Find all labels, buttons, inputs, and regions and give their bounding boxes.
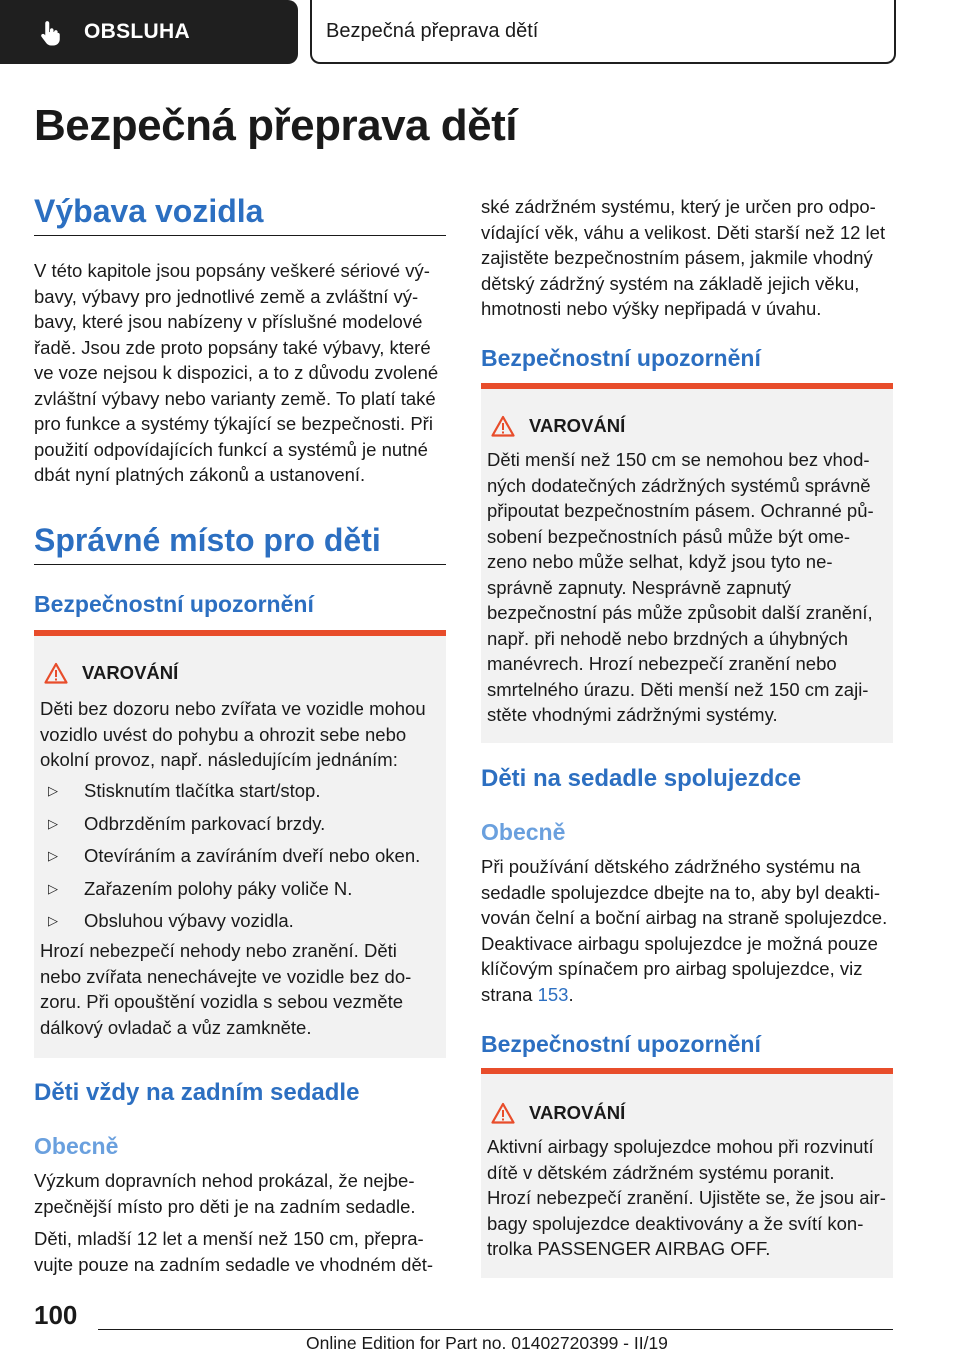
warning-triangle-icon (491, 1102, 515, 1124)
text-line: Deaktivace airbagu spolujezdce je možná pouze (481, 932, 878, 954)
text-line: Děti, mladší 12 let a menší než 150 cm, přepra- (34, 1228, 424, 1249)
text-line: pro funkce a systémy týkající se bezpečnosti. Při (34, 413, 433, 434)
warning-box (34, 630, 446, 1058)
warning-intro (40, 696, 444, 773)
heading-bezpecnostni-upozorneni: Bezpečnostní upozornění (34, 591, 314, 617)
text-line: hmotnosti nebo výšky nepřipadá v úvahu. (481, 298, 822, 319)
footer-rule (98, 1329, 893, 1330)
list-item: ▷ Stisknutím tlačítka start/stop. (48, 780, 321, 801)
text-line: vozidlo uvést do pohybu a ohrozit sebe nebo (40, 723, 407, 745)
text-line: Hrozí nebezpečí nehody nebo zranění. Děti (40, 940, 397, 961)
text-line: dítě v dětském zádržném systému poranit. (487, 1161, 835, 1183)
section-label: OBSLUHA (84, 20, 190, 43)
text-line: klíčovým spínačem pro airbag spolujezdce, viz (481, 958, 863, 979)
heading-bezpecnostni-upozorneni: Bezpečnostní upozornění (481, 1031, 761, 1057)
heading-deti-zadni-sedadlo: Děti vždy na zadním sedadle (34, 1079, 360, 1106)
text-line: Děti menší než 150 cm se nemohou bez vhod- (487, 449, 870, 470)
heading-obecne: Obecně (481, 819, 566, 845)
heading-deti-sedadlo-spolujezdce: Děti na sedadle spolujezdce (481, 765, 802, 792)
text-line: připoutat bezpečnostním pásem. Ochranné pů- (487, 500, 874, 521)
zadni-paragraph-2 (34, 1226, 454, 1277)
warning-header (491, 415, 625, 437)
text-line: Děti bez dozoru nebo zvířata ve vozidle mohou (40, 698, 426, 719)
text-line: sobení bezpečnostních pásů může být ome- (487, 525, 851, 547)
text-line: použití odpovídajících funkcí a systémů je nutné (34, 438, 428, 460)
footer-edition-text: Online Edition for Part no. 01402720399 - II/19 (306, 1333, 668, 1353)
text-line: vídající věk, váhu a velikost. Děti starší než 12 let (481, 221, 886, 243)
text-line: strana 153. (481, 983, 574, 1005)
text-line: správně zapnuty. Nesprávně zapnutý (487, 576, 792, 598)
continued-paragraph (481, 194, 901, 322)
triangle-bullet-icon: ▷ (48, 913, 58, 928)
vybava-paragraph (34, 258, 454, 488)
heading-rule (34, 235, 446, 236)
text-line: bavy, výbavy pro jednotlivé země a zvláštní vý- (34, 285, 419, 307)
page-title: Bezpečná přeprava dětí (34, 101, 517, 150)
page-number: 100 (34, 1300, 78, 1330)
text-line: Při používání dětského zádržného systému na (481, 856, 861, 877)
text-line: ské zádržném systému, který je určen pro odpo- (481, 196, 876, 217)
warning-box (481, 1068, 893, 1278)
text-line: zpečnější místo pro děti je na zadním sedadle. (34, 1195, 416, 1217)
text-line: okolní provoz, např. následujícím jednáním: (40, 749, 398, 770)
warning-header (491, 1102, 625, 1124)
text-line: vujte pouze na zadním sedadle ve vhodném dět- (34, 1253, 434, 1275)
text-line: ných dodatečných zádržných systémů správně (487, 474, 871, 496)
heading-obecne: Obecně (34, 1133, 119, 1159)
text-line: Aktivní airbagy spolujezdce mohou při rozvinutí (487, 1136, 874, 1157)
warning-box (481, 383, 893, 743)
text-line: zajistěte bezpečnostním pásem, jakmile vhodný (481, 247, 873, 268)
warning-header (44, 662, 178, 684)
text-line: nebo zvířata nenechávejte ve vozidle bez do- (40, 965, 412, 987)
zadni-paragraph-1 (34, 1168, 454, 1219)
text-line: zoru. Při opouštění vozidla s sebou vezměte (40, 991, 403, 1012)
warning-triangle-icon (44, 662, 68, 684)
triangle-bullet-icon: ▷ (48, 815, 58, 831)
spolujezdce-paragraph (481, 854, 901, 1007)
warning-outro (40, 938, 444, 1040)
text-line: V této kapitole jsou popsány veškeré sériové vý- (34, 260, 430, 281)
text-line: ve voze nejsou k dispozici, a to z důvodu zvolené (34, 362, 439, 383)
warning-triangle-icon (491, 415, 515, 437)
text-line: bezpečnostní pás může způsobit další zranění, (487, 602, 873, 623)
list-item: ▷ Otevíráním a zavíráním dveří nebo oken. (48, 845, 421, 866)
warning-body (487, 447, 891, 728)
text-line: manévrech. Hrozí nebezpečí zranění nebo (487, 653, 837, 674)
text-line: bavy, které jsou nabízeny v příslušné modelové (34, 311, 423, 332)
text-line: zeno nebo může selhat, když jsou tyto ne- (487, 551, 833, 572)
text-line: sedadle spolujezdce dbejte na to, aby byl deakti- (481, 881, 881, 903)
text-line: řadě. Jsou zde proto popsány také výbavy, které (34, 336, 431, 358)
page-reference-link[interactable]: 153 (537, 983, 569, 1005)
heading-rule (34, 564, 446, 565)
list-item: ▷ Odbrzděním parkovací brzdy. (48, 812, 326, 834)
text-line: Výzkum dopravních nehod prokázal, že nejbe- (34, 1170, 415, 1191)
text-line: dálkový ovladač a vůz zamkněte. (40, 1016, 312, 1038)
text-line: zvláštní výbavy nebo varianty země. To platí také (34, 387, 436, 409)
warning-bullet-list (40, 778, 444, 934)
triangle-bullet-icon: ▷ (48, 848, 58, 863)
text-line: Hrozí nebezpečí zranění. Ujistěte se, že jsou air- (487, 1187, 886, 1208)
list-item: ▷ Zařazením polohy páky voliče N. (48, 877, 353, 899)
text-line: trolka PASSENGER AIRBAG OFF. (487, 1238, 771, 1259)
chapter-tab[interactable] (310, 0, 896, 64)
section-tab[interactable] (0, 0, 298, 64)
heading-bezpecnostni-upozorneni: Bezpečnostní upozornění (481, 345, 761, 371)
warning-body (487, 1134, 891, 1262)
text-line: bagy spolujezdce deaktivovány a že svítí kon- (487, 1212, 864, 1234)
triangle-bullet-icon: ▷ (48, 880, 58, 896)
text-line: vován čelní a boční airbag na straně spolujezdce. (481, 907, 888, 928)
text-line: stěte vhodnými zádržnými systémy. (487, 704, 778, 725)
warning-title: VAROVÁNÍ (82, 662, 179, 683)
hand-pointer-icon (36, 18, 66, 48)
warning-title: VAROVÁNÍ (529, 1102, 626, 1123)
triangle-bullet-icon: ▷ (48, 783, 58, 798)
heading-spravne-misto: Správné místo pro děti (34, 522, 381, 558)
text-line: dětský zádržný systém na základě jejich věku, (481, 272, 860, 294)
text-line: např. při nehodě nebo brzdných a úhybných (487, 627, 849, 649)
text-line: dbát nyní platných zákonů a ustanovení. (34, 464, 366, 485)
heading-vybava-vozidla: Výbava vozidla (34, 193, 264, 229)
warning-title: VAROVÁNÍ (529, 415, 626, 436)
chapter-label: Bezpečná přeprava dětí (326, 20, 539, 42)
list-item: ▷ Obsluhou výbavy vozidla. (48, 910, 294, 931)
text-line: smrtelného úrazu. Děti menší než 150 cm zaji- (487, 678, 869, 700)
